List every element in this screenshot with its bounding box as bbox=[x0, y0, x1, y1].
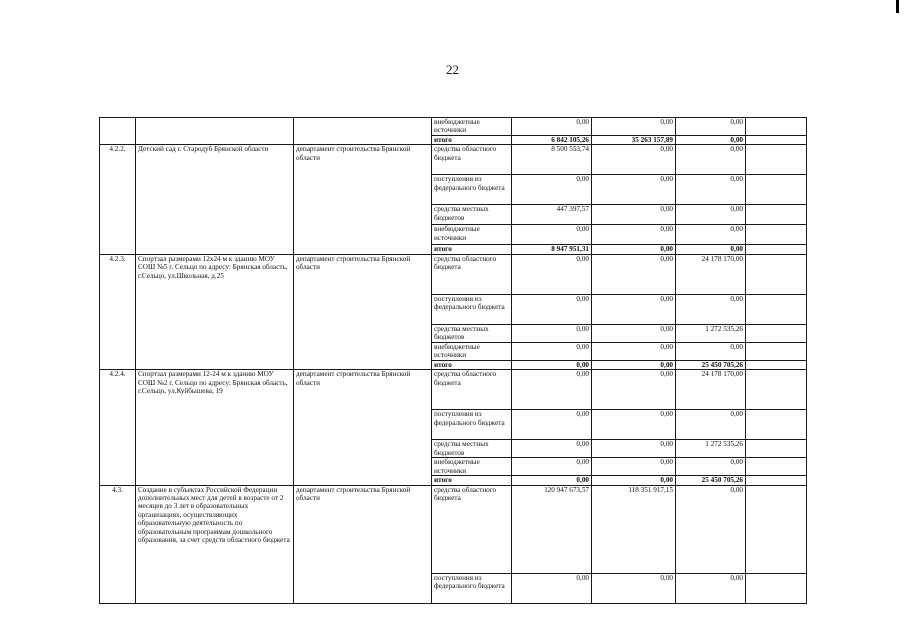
amount-2015: 35 263 157,89 bbox=[592, 136, 676, 145]
funding-source: внебюджетные источники bbox=[432, 118, 512, 136]
amount-2014: 0,00 bbox=[512, 324, 592, 342]
amount-2014: 8 947 951,31 bbox=[512, 245, 592, 254]
funding-source: поступления из федерального бюджета bbox=[432, 175, 512, 205]
blank-cell bbox=[746, 254, 807, 294]
amount-2016: 0,00 bbox=[676, 205, 746, 225]
blank-cell bbox=[746, 458, 807, 476]
blank-cell bbox=[746, 136, 807, 145]
amount-2014: 447 397,57 bbox=[512, 205, 592, 225]
blank-cell bbox=[746, 225, 807, 245]
funding-source: средства областного бюджета bbox=[432, 145, 512, 175]
blank-cell bbox=[746, 294, 807, 324]
item-name: Спортзал размерами 12-24 м к зданию МОУ СОШ №2 г. Сельцо по адресу: Брянская область, г.Сельцо, ул.Куйбышева, 19 bbox=[136, 370, 294, 485]
funding-source: внебюджетные источники bbox=[432, 225, 512, 245]
budget-table-body bbox=[100, 118, 807, 604]
amount-2015: 0,00 bbox=[592, 458, 676, 476]
amount-2014: 0,00 bbox=[512, 342, 592, 360]
amount-2015: 0,00 bbox=[592, 360, 676, 369]
blank-cell bbox=[746, 410, 807, 440]
amount-2016: 1 272 535,26 bbox=[676, 324, 746, 342]
scan-edge-mark bbox=[896, 0, 899, 13]
funding-source: средства местных бюджетов bbox=[432, 205, 512, 225]
amount-2015: 0,00 bbox=[592, 254, 676, 294]
amount-2016: 0,00 bbox=[676, 294, 746, 324]
amount-2014: 0,00 bbox=[512, 410, 592, 440]
amount-2014: 0,00 bbox=[512, 118, 592, 136]
funding-source: поступления из федерального бюджета bbox=[432, 410, 512, 440]
page-number: 22 bbox=[446, 62, 459, 77]
item-executor: департамент строительства Брянской области bbox=[294, 254, 432, 369]
funding-source: средства областного бюджета bbox=[432, 370, 512, 410]
amount-2014: 0,00 bbox=[512, 294, 592, 324]
funding-source: итого bbox=[432, 245, 512, 254]
funding-source: итого bbox=[432, 136, 512, 145]
amount-2014: 8 500 553,74 bbox=[512, 145, 592, 175]
amount-2016: 0,00 bbox=[676, 175, 746, 205]
amount-2015: 0,00 bbox=[592, 573, 676, 603]
amount-2015: 0,00 bbox=[592, 205, 676, 225]
funding-row bbox=[100, 145, 807, 175]
amount-2014: 0,00 bbox=[512, 225, 592, 245]
funding-row bbox=[100, 118, 807, 136]
amount-2016: 0,00 bbox=[676, 573, 746, 603]
amount-2014: 0,00 bbox=[512, 476, 592, 485]
funding-source: внебюджетные источники bbox=[432, 342, 512, 360]
amount-2015: 0,00 bbox=[592, 118, 676, 136]
blank-cell bbox=[746, 485, 807, 573]
amount-2015: 0,00 bbox=[592, 342, 676, 360]
funding-source: итого bbox=[432, 476, 512, 485]
amount-2016: 0,00 bbox=[676, 458, 746, 476]
item-executor: департамент строительства Брянской области bbox=[294, 370, 432, 485]
blank-cell bbox=[746, 573, 807, 603]
blank-cell bbox=[746, 342, 807, 360]
amount-2016: 0,00 bbox=[676, 145, 746, 175]
funding-source: внебюджетные источники bbox=[432, 458, 512, 476]
blank-cell bbox=[746, 175, 807, 205]
amount-2014: 0,00 bbox=[512, 440, 592, 458]
blank-cell bbox=[746, 476, 807, 485]
amount-2015: 118 351 917,15 bbox=[592, 485, 676, 573]
funding-row bbox=[100, 254, 807, 294]
item-name: Создание в субъектах Российской Федерации дополнительных мест для детей в возрасте от 2 месяцев до 3 лет в образовательных организациях, осуществляющих образовательную деятельность по образовательным программам дошкольного образования, за счет средств областного бюджета bbox=[136, 485, 294, 603]
amount-2016: 25 450 705,26 bbox=[676, 476, 746, 485]
blank-cell bbox=[746, 440, 807, 458]
amount-2014: 0,00 bbox=[512, 175, 592, 205]
amount-2016: 25 450 705,26 bbox=[676, 360, 746, 369]
amount-2016: 24 178 170,00 bbox=[676, 370, 746, 410]
executor-cell bbox=[294, 118, 432, 145]
item-code: 4.3. bbox=[100, 485, 136, 603]
amount-2015: 0,00 bbox=[592, 440, 676, 458]
amount-2014: 6 842 105,26 bbox=[512, 136, 592, 145]
amount-2014: 0,00 bbox=[512, 573, 592, 603]
amount-2015: 0,00 bbox=[592, 145, 676, 175]
item-name: Спортзал размерами 12х24 м к зданию МОУ СОШ №5 г. Сельцо по адресу: Брянская область, г.Сельцо, ул.Школьная, д.25 bbox=[136, 254, 294, 369]
blank-cell bbox=[746, 245, 807, 254]
funding-row bbox=[100, 485, 807, 573]
budget-table bbox=[99, 117, 807, 604]
funding-source: средства местных бюджетов bbox=[432, 324, 512, 342]
amount-2015: 0,00 bbox=[592, 225, 676, 245]
amount-2014: 120 947 673,57 bbox=[512, 485, 592, 573]
item-code: 4.2.4. bbox=[100, 370, 136, 485]
item-code-cell bbox=[100, 118, 136, 145]
funding-source: поступления из федерального бюджета bbox=[432, 294, 512, 324]
funding-row bbox=[100, 370, 807, 410]
amount-2015: 0,00 bbox=[592, 294, 676, 324]
item-executor: департамент строительства Брянской области bbox=[294, 145, 432, 254]
amount-2015: 0,00 bbox=[592, 175, 676, 205]
amount-2016: 24 178 170,00 bbox=[676, 254, 746, 294]
blank-cell bbox=[746, 324, 807, 342]
blank-cell bbox=[746, 118, 807, 136]
amount-2014: 0,00 bbox=[512, 370, 592, 410]
amount-2016: 0,00 bbox=[676, 225, 746, 245]
item-name-cell bbox=[136, 118, 294, 145]
amount-2014: 0,00 bbox=[512, 254, 592, 294]
amount-2014: 0,00 bbox=[512, 458, 592, 476]
blank-cell bbox=[746, 145, 807, 175]
blank-cell bbox=[746, 360, 807, 369]
item-name: Детский сад г. Стародуб Брянской области bbox=[136, 145, 294, 254]
amount-2015: 0,00 bbox=[592, 370, 676, 410]
funding-source: средства местных бюджетов bbox=[432, 440, 512, 458]
amount-2014: 0,00 bbox=[512, 360, 592, 369]
funding-source: средства областного бюджета bbox=[432, 485, 512, 573]
amount-2016: 0,00 bbox=[676, 342, 746, 360]
funding-source: итого bbox=[432, 360, 512, 369]
blank-cell bbox=[746, 370, 807, 410]
amount-2015: 0,00 bbox=[592, 410, 676, 440]
amount-2016: 0,00 bbox=[676, 410, 746, 440]
amount-2016: 0,00 bbox=[676, 118, 746, 136]
item-executor: департамент строительства Брянской области bbox=[294, 485, 432, 603]
amount-2015: 0,00 bbox=[592, 476, 676, 485]
amount-2016: 0,00 bbox=[676, 136, 746, 145]
funding-source: поступления из федерального бюджета bbox=[432, 573, 512, 603]
item-code: 4.2.2. bbox=[100, 145, 136, 254]
funding-source: средства областного бюджета bbox=[432, 254, 512, 294]
amount-2016: 0,00 bbox=[676, 245, 746, 254]
amount-2015: 0,00 bbox=[592, 245, 676, 254]
amount-2016: 0,00 bbox=[676, 485, 746, 573]
blank-cell bbox=[746, 205, 807, 225]
amount-2015: 0,00 bbox=[592, 324, 676, 342]
amount-2016: 1 272 535,26 bbox=[676, 440, 746, 458]
item-code: 4.2.3. bbox=[100, 254, 136, 369]
